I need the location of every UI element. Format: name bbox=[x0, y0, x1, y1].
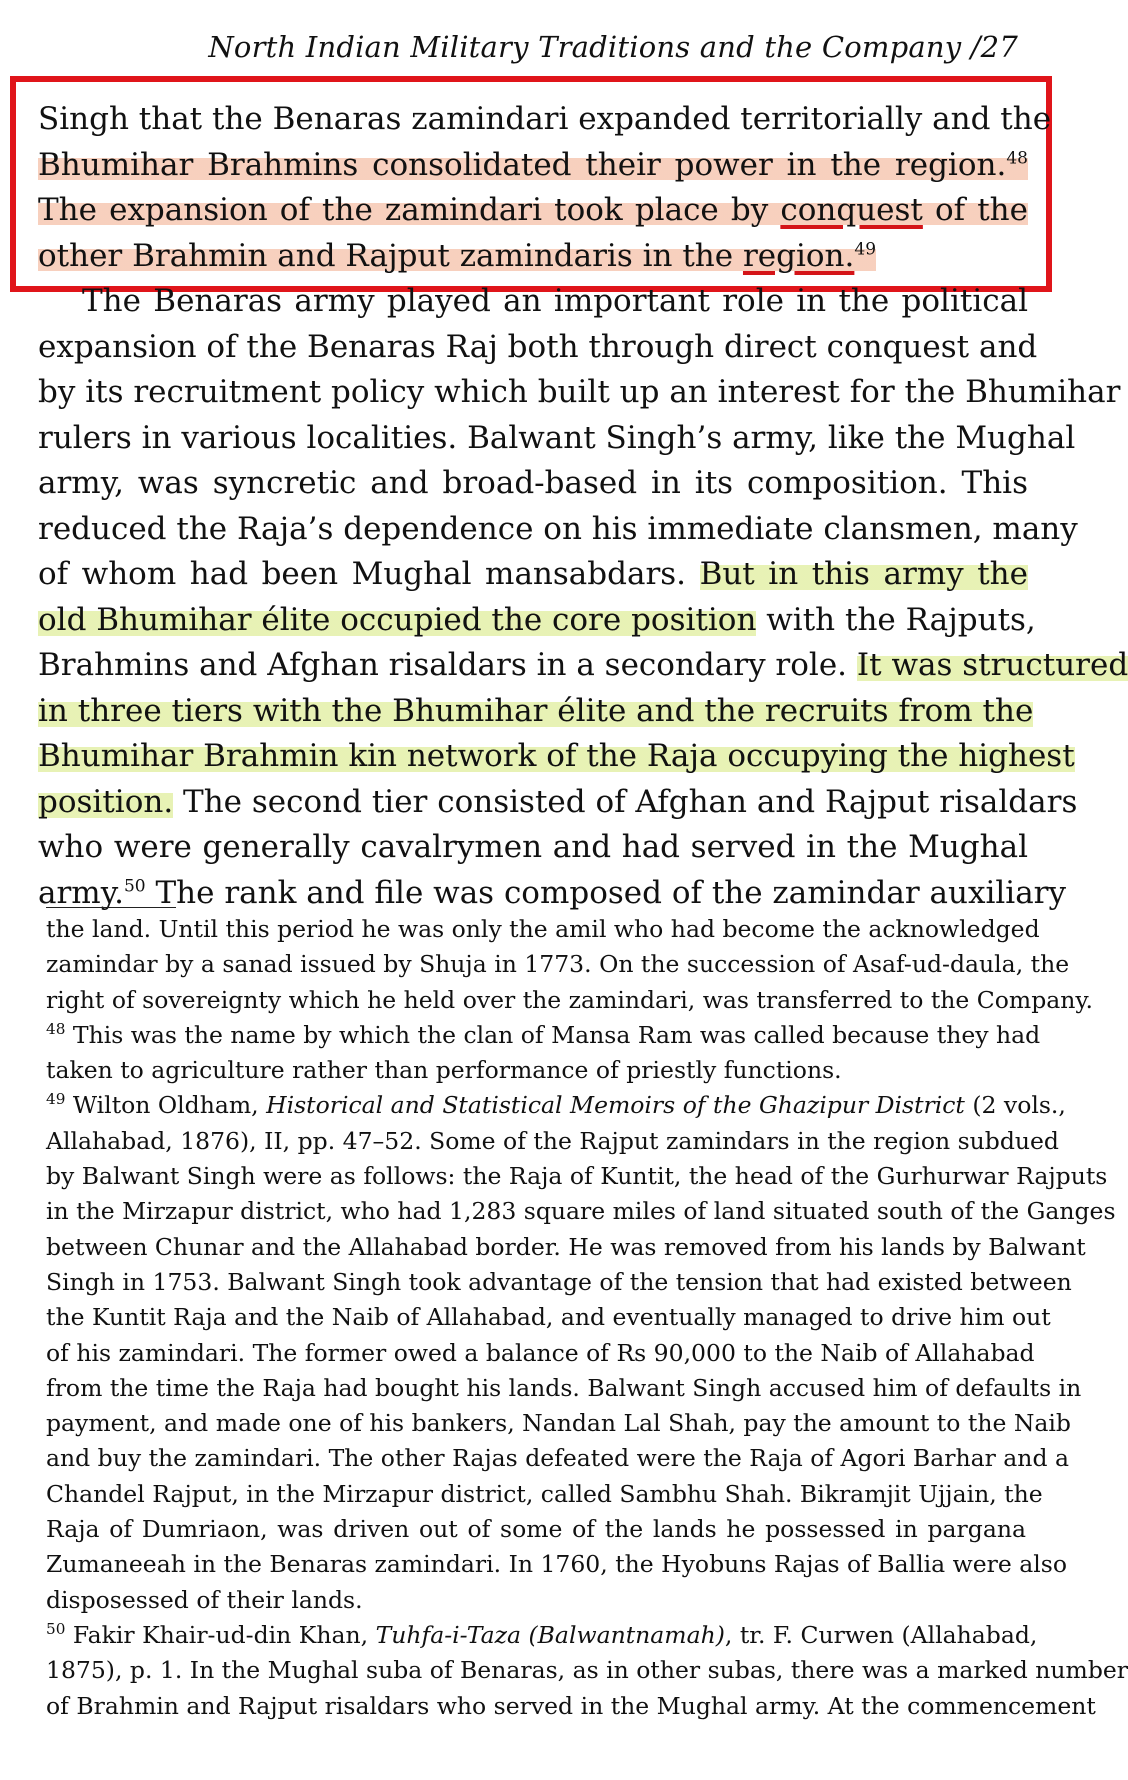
yellow-highlight: in three tiers with the Bhumihar élite and the recruits from the bbox=[38, 692, 1034, 729]
footnote-number: 50 bbox=[46, 1620, 66, 1639]
orange-highlight: The expansion of the zamindari took place by conquest of the bbox=[38, 192, 1028, 228]
footnote-number: 49 bbox=[46, 1090, 66, 1109]
footnote-line: the Kuntit Raja and the Naib of Allahabad, and eventually managed to drive him out bbox=[46, 1303, 1051, 1332]
text-line: The Benaras army played an important role in the political bbox=[82, 283, 1028, 319]
text-line bbox=[38, 689, 1034, 735]
footnote-line: taken to agriculture rather than performance of priestly functions. bbox=[46, 1056, 842, 1085]
footnote-line: of his zamindari. The former owed a balance of Rs 90,000 to the Naib of Allahabad bbox=[46, 1338, 1035, 1367]
footnote-50: $^{50}$ Fakir Khair-ud-din Khan, Tuhfa-i-Taza (Balwantnamah), tr. F. Curwen (Allahabad, bbox=[46, 1620, 1038, 1649]
footnote-line: Zumaneeah in the Benaras zamindari. In 1760, the Hyobuns Rajas of Ballia were also bbox=[46, 1550, 1067, 1579]
footnote-ref-48[interactable]: 48 bbox=[1006, 148, 1028, 169]
text-line: position. The second tier consisted of Afghan and Rajput risaldars bbox=[38, 783, 1078, 820]
yellow-highlight: old Bhumihar élite occupied the core position bbox=[38, 601, 757, 638]
book-title: Historical and Statistical Memoirs of the Ghazipur District bbox=[266, 1091, 965, 1120]
yellow-highlight: Bhumihar Brahmin kin network of the Raja occupying the highest bbox=[38, 738, 1075, 774]
footnote-48: $^{48}$ This was the name by which the clan of Mansa Ram was called because they had bbox=[46, 1020, 1041, 1049]
text-line bbox=[38, 734, 1075, 780]
body-paragraph bbox=[38, 279, 1128, 916]
footnote-line: the land. Until this period he was only the amil who had become the acknowledged bbox=[46, 915, 1040, 943]
text-line: army.$^{50}$ The rank and file was composed of the zamindar auxiliary bbox=[38, 874, 1067, 911]
yellow-highlight: But in this army the bbox=[699, 556, 1028, 592]
footnote-line: 1875), p. 1. In the Mughal suba of Benaras, as in other subas, there was a marked number bbox=[46, 1656, 1128, 1685]
footnote-line: Raja of Dumriaon, was driven out of some of the lands he possessed in pargana bbox=[46, 1515, 1026, 1544]
footnote-line: Allahabad, 1876), II, pp. 47–52. Some of the Rajput zamindars in the region subdued bbox=[46, 1126, 1059, 1155]
yellow-highlight: It was structured bbox=[856, 647, 1128, 683]
red-underline: region. bbox=[742, 237, 855, 274]
text-line: Brahmins and Afghan risaldars in a secondary role. It was structured bbox=[38, 647, 1128, 683]
text-line: rulers in various localities. Balwant Singh’s army, like the Mughal bbox=[38, 419, 1076, 456]
footnote-49: $^{49}$ Wilton Oldham, Historical and Statistical Memoirs of the Ghazipur District (2 vols., bbox=[46, 1090, 1066, 1120]
text-line: who were generally cavalrymen and had served in the Mughal bbox=[38, 829, 1028, 865]
orange-highlight: other Brahmin and Rajput zamindaris in the region.$^{49}$ bbox=[38, 237, 877, 274]
footnote-line: and buy the zamindari. The other Rajas defeated were the Raja of Agori Barhar and a bbox=[46, 1444, 1069, 1473]
footnote-line: from the time the Raja had bought his lands. Balwant Singh accused him of defaults in bbox=[46, 1373, 1082, 1402]
footnote-ref-50[interactable]: 50 bbox=[123, 876, 146, 897]
text-line: reduced the Raja’s dependence on his immediate clansmen, many bbox=[38, 510, 1078, 547]
text-line bbox=[38, 234, 1028, 280]
orange-highlight: Bhumihar Brahmins consolidated their power in the region.$^{48}$ bbox=[38, 146, 1028, 183]
footnote-line: zamindar by a sanad issued by Shuja in 1773. On the succession of Asaf-ud-daula, the bbox=[46, 950, 1070, 979]
text-line: army, was syncretic and broad-based in its composition. This bbox=[38, 465, 1028, 501]
boxed-paragraph bbox=[38, 97, 1052, 279]
text-line: by its recruitment policy which built up an interest for the Bhumihar bbox=[38, 374, 1121, 410]
text-line bbox=[38, 143, 1028, 189]
footnote-rule bbox=[46, 907, 176, 908]
text-line: expansion of the Benaras Raj both through direct conquest and bbox=[38, 328, 1038, 365]
footnote-line: Singh in 1753. Balwant Singh took advantage of the tension that had existed between bbox=[46, 1267, 1072, 1296]
text-line bbox=[38, 188, 1028, 234]
text-line: old Bhumihar élite occupied the core position with the Rajputs, bbox=[38, 601, 1036, 638]
footnote-line: between Chunar and the Allahabad border. He was removed from his lands by Balwant bbox=[46, 1232, 1086, 1261]
book-title: Tuhfa-i-Taza (Balwantnamah) bbox=[375, 1620, 725, 1649]
text-line: Singh that the Benaras zamindari expanded territorially and the bbox=[38, 101, 1052, 137]
footnote-line: by Balwant Singh were as follows: the Raja of Kuntit, the head of the Gurhurwar Rajputs bbox=[46, 1162, 1108, 1191]
footnote-line: in the Mirzapur district, who had 1,283 square miles of land situated south of the Ganges bbox=[46, 1197, 1116, 1226]
red-underline: conquest bbox=[780, 192, 923, 228]
footnote-line: right of sovereignty which he held over the zamindari, was transferred to the Company. bbox=[46, 985, 1094, 1014]
running-head: North Indian Military Traditions and the Company /27 bbox=[208, 30, 1018, 64]
text-line: of whom had been Mughal mansabdars. But in this army the bbox=[38, 556, 1028, 592]
yellow-highlight: position. bbox=[38, 783, 174, 820]
footnote-ref-49[interactable]: 49 bbox=[854, 239, 877, 260]
footnotes bbox=[46, 912, 1128, 1724]
footnote-line: payment, and made one of his bankers, Nandan Lal Shah, pay the amount to the Naib bbox=[46, 1409, 1071, 1438]
footnote-number: 48 bbox=[46, 1020, 66, 1039]
footnote-line: of Brahmin and Rajput risaldars who served in the Mughal army. At the commencement bbox=[46, 1691, 1096, 1720]
footnote-line: Chandel Rajput, in the Mirzapur district, called Sambhu Shah. Bikramjit Ujjain, the bbox=[46, 1479, 1043, 1508]
footnote-line: disposessed of their lands. bbox=[46, 1585, 363, 1614]
